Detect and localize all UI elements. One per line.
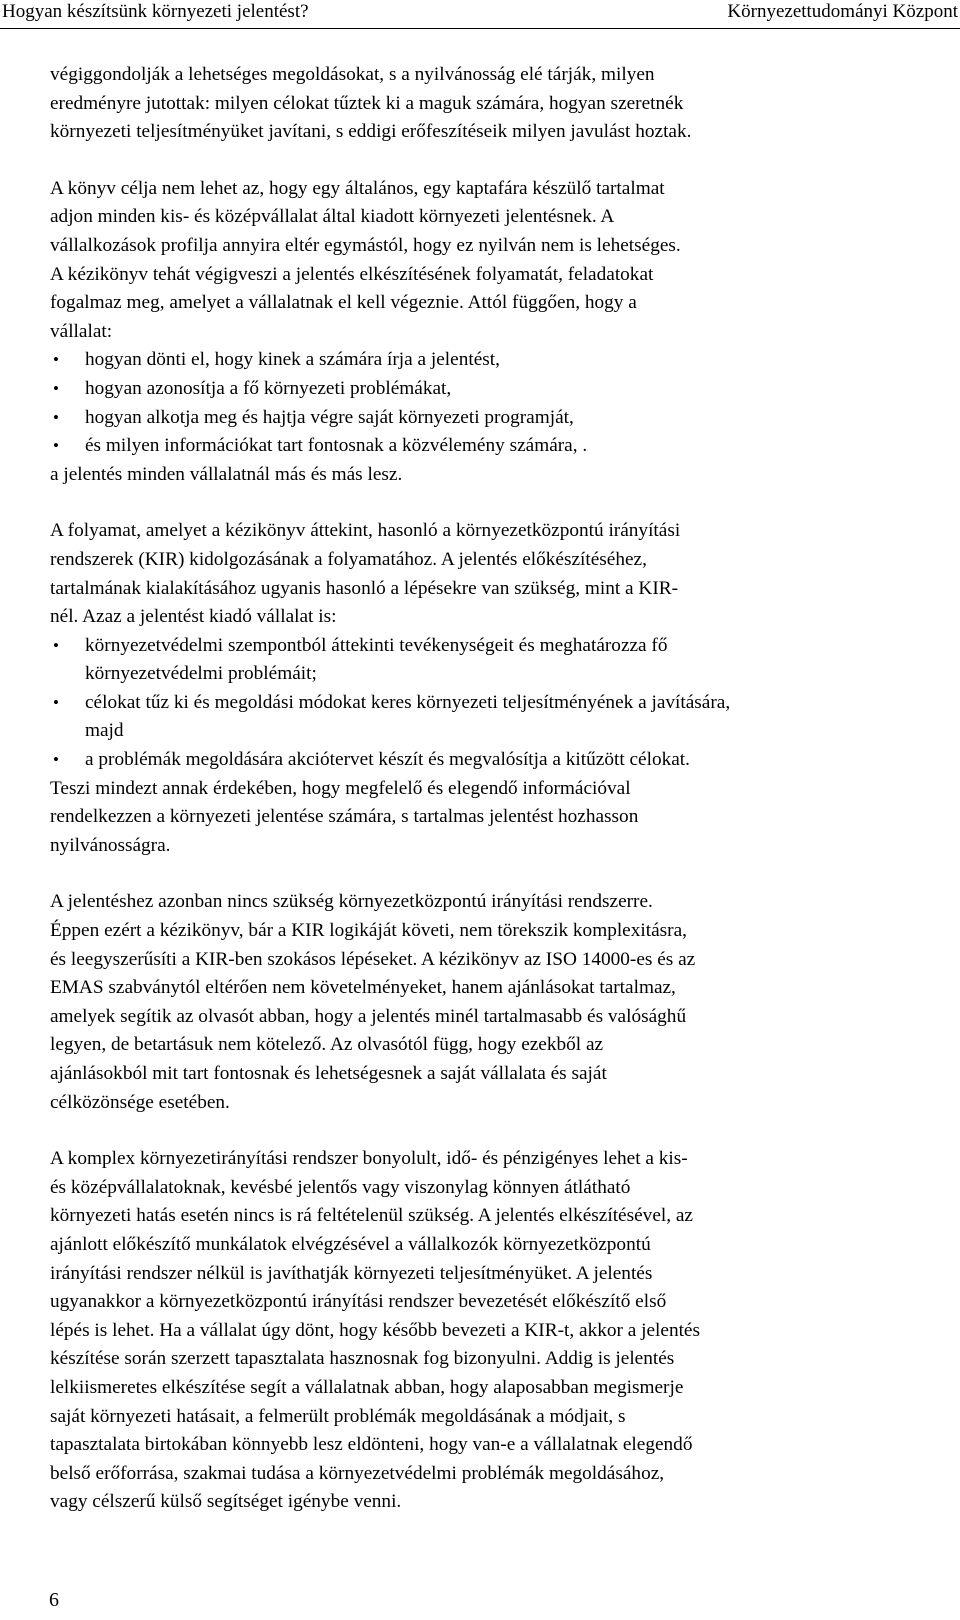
text-line: lépés is lehet. Ha a vállalat úgy dönt, hogy később bevezeti a KIR-t, akkor a jelentés	[50, 1319, 700, 1341]
header-title: Hogyan készítsünk környezeti jelentést?	[2, 1, 309, 22]
list-item-text: célokat tűz ki és megoldási módokat keres környezeti teljesítményének a javítására,	[85, 691, 731, 713]
text-line: és középvállalatoknak, kevésbé jelentős vagy viszonylag könnyen átlátható	[50, 1176, 631, 1198]
text-line: rendszerek (KIR) kidolgozásának a folyamatához. A jelentés előkészítéséhez,	[50, 548, 647, 570]
text-line: környezeti teljesítményüket javítani, s eddigi erőfeszítéseik milyen javulást hoztak.	[50, 121, 692, 143]
text-line: A folyamat, amelyet a kézikönyv áttekint, hasonló a környezetközpontú irányítási	[50, 520, 681, 542]
text-line: ajánlott előkészítő munkálatok elvégzésével a vállalkozók környezetközpontú	[50, 1233, 651, 1255]
text-line: amelyek segítik az olvasót abban, hogy a jelentés minél tartalmasabb és valósághű	[50, 1005, 687, 1027]
bullet-icon: •	[53, 378, 59, 398]
list-item	[50, 375, 920, 404]
text-line: tapasztalata birtokában könnyebb lesz eldönteni, hogy van-e a vállalatnak elegendő	[50, 1434, 693, 1456]
header-organization: Környezettudományi Központ	[727, 1, 958, 22]
bullet-icon: •	[53, 407, 59, 427]
bullet-icon: •	[53, 350, 59, 370]
text-line: készítése során szerzett tapasztalata hasznosnak fog bizonyulni. Addig is jelentés	[50, 1348, 675, 1370]
text-line: célközönsége esetében.	[50, 1091, 230, 1113]
document-body	[50, 61, 920, 1517]
list-item-text: a problémák megoldására akciótervet készít és megvalósítja a kitűzött célokat.	[85, 749, 690, 771]
text-line: környezeti hatás esetén nincs is rá feltételenül szükség. A jelentés elkészítésével, az	[50, 1205, 693, 1227]
paragraph-3	[50, 517, 920, 860]
text-line: a jelentés minden vállalatnál más és más lesz.	[50, 463, 403, 485]
text-line: végiggondolják a lehetséges megoldásokat, s a nyilvánosság elé tárják, milyen	[50, 64, 655, 85]
list-item	[50, 404, 920, 433]
paragraph-5	[50, 1145, 920, 1517]
bullet-icon: •	[53, 635, 59, 655]
list-item	[50, 346, 920, 375]
paragraph-2	[50, 175, 920, 490]
text-line: nél. Azaz a jelentést kiadó vállalat is:	[50, 606, 337, 628]
text-line: tartalmának kialakításához ugyanis hasonló a lépésekre van szükség, mint a KIR-	[50, 577, 679, 599]
text-line: vagy célszerű külső segítséget igénybe venni.	[50, 1491, 402, 1513]
text-line: belső erőforrása, szakmai tudása a környezetvédelmi problémák megoldásához,	[50, 1462, 665, 1484]
list-item	[50, 689, 920, 746]
page-number: 6	[49, 1589, 59, 1611]
text-line: adjon minden kis- és középvállalat által kiadott környezeti jelentésnek. A	[50, 206, 615, 228]
text-line: vállalat:	[50, 320, 113, 342]
list-item	[50, 432, 920, 461]
text-line: eredményre jutottak: milyen célokat tűztek ki a maguk számára, hogyan szeretnék	[50, 92, 684, 114]
text-line: ajánlásokból mit tart fontosnak és lehetségesnek a saját vállalata és saját	[50, 1063, 607, 1084]
text-line: ugyanakkor a környezetközpontú irányítási rendszer bevezetését előkészítő első	[50, 1291, 667, 1313]
list-item-text: hogyan alkotja meg és hajtja végre saját környezeti programját,	[85, 406, 574, 428]
paragraph-4	[50, 888, 920, 1117]
list-item-text: majd	[85, 720, 124, 742]
text-line: A jelentéshez azonban nincs szükség környezetközpontú irányítási rendszerre.	[50, 891, 653, 913]
text-line: nyilvánosságra.	[50, 834, 171, 856]
bullet-list-1	[50, 346, 920, 460]
text-line: vállalkozások profilja annyira eltér egymástól, hogy ez nyilván nem is lehetséges.	[50, 234, 681, 256]
bullet-list-2	[50, 632, 920, 775]
text-line: legyen, de betartásuk nem kötelező. Az olvasótól függ, hogy ezekből az	[50, 1034, 604, 1056]
text-line: irányítási rendszer nélkül is javíthatják környezeti teljesítményüket. A jelentés	[50, 1262, 653, 1284]
list-item-text: környezetvédelmi szempontból áttekinti tevékenységeit és meghatározza fő	[85, 634, 668, 656]
bullet-icon: •	[53, 750, 59, 770]
text-line: Éppen ezért a kézikönyv, bár a KIR logikáját követi, nem törekszik komplexitásra,	[50, 920, 687, 942]
text-line: saját környezeti hatásait, a felmerült problémák megoldásának a módjait, s	[50, 1405, 626, 1427]
text-line: Teszi mindezt annak érdekében, hogy megfelelő és elegendő információval	[50, 777, 631, 799]
bullet-icon: •	[53, 436, 59, 456]
list-item-text: hogyan dönti el, hogy kinek a számára írja a jelentést,	[85, 349, 500, 371]
text-line: fogalmaz meg, amelyet a vállalatnak el kell végeznie. Attól függően, hogy a	[50, 292, 637, 314]
list-item-text: hogyan azonosítja a fő környezeti problémákat,	[85, 377, 452, 399]
paragraph-1	[50, 61, 920, 147]
text-line: rendelkezzen a környezeti jelentése számára, s tartalmas jelentést hozhasson	[50, 806, 639, 828]
list-item-text: környezetvédelmi problémáit;	[85, 663, 317, 685]
running-header	[0, 0, 960, 29]
text-line: EMAS szabványtól eltérően nem követelményeket, hanem ajánlásokat tartalmaz,	[50, 977, 676, 999]
list-item-text: és milyen információkat tart fontosnak a közvélemény számára, .	[85, 435, 588, 457]
list-item	[50, 632, 920, 689]
text-line: és leegyszerűsíti a KIR-ben szokásos lépéseket. A kézikönyv az ISO 14000-es és az	[50, 948, 696, 970]
text-line: A kézikönyv tehát végigveszi a jelentés elkészítésének folyamatát, feladatokat	[50, 263, 654, 285]
text-line: A könyv célja nem lehet az, hogy egy általános, egy kaptafára készülő tartalmat	[50, 177, 665, 199]
list-item	[50, 746, 920, 775]
text-line: lelkiismeretes elkészítése segít a vállalatnak abban, hogy alaposabban megismerje	[50, 1376, 684, 1398]
text-line: A komplex környezetirányítási rendszer bonyolult, idő- és pénzigényes lehet a kis-	[50, 1148, 688, 1170]
bullet-icon: •	[53, 692, 59, 712]
